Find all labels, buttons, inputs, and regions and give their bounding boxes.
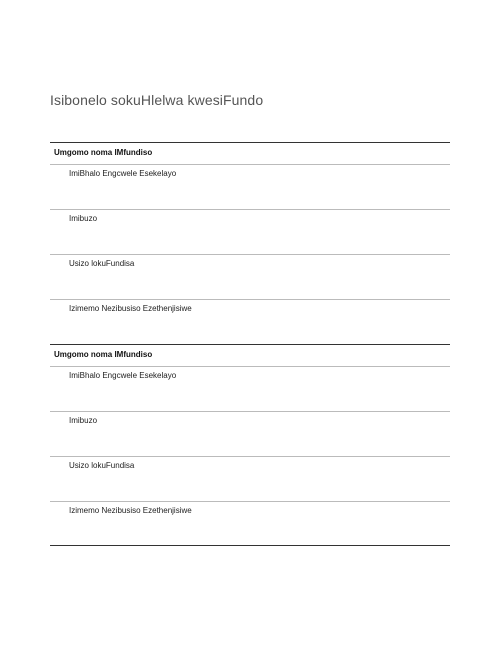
- section-row-scriptures: ImiBhalo Engcwele Esekelayo: [50, 164, 450, 209]
- section-row-scriptures: ImiBhalo Engcwele Esekelayo: [50, 366, 450, 411]
- section-row-questions: Imibuzo: [50, 411, 450, 456]
- section-row-invitations: Izimemo Nezibusiso Ezethenjisiwe: [50, 299, 450, 344]
- section-row-invitations: Izimemo Nezibusiso Ezethenjisiwe: [50, 501, 450, 546]
- lesson-section-2: [50, 344, 450, 546]
- section-row-teaching-aids: Usizo lokuFundisa: [50, 456, 450, 501]
- section-heading: Umgomo noma IMfundiso: [50, 142, 450, 164]
- section-heading: Umgomo noma IMfundiso: [50, 344, 450, 366]
- bottom-divider: [50, 545, 450, 546]
- page-title: Isibonelo sokuHlelwa kwesiFundo: [50, 92, 264, 108]
- lesson-section-1: [50, 142, 450, 344]
- section-row-questions: Imibuzo: [50, 209, 450, 254]
- section-row-teaching-aids: Usizo lokuFundisa: [50, 254, 450, 299]
